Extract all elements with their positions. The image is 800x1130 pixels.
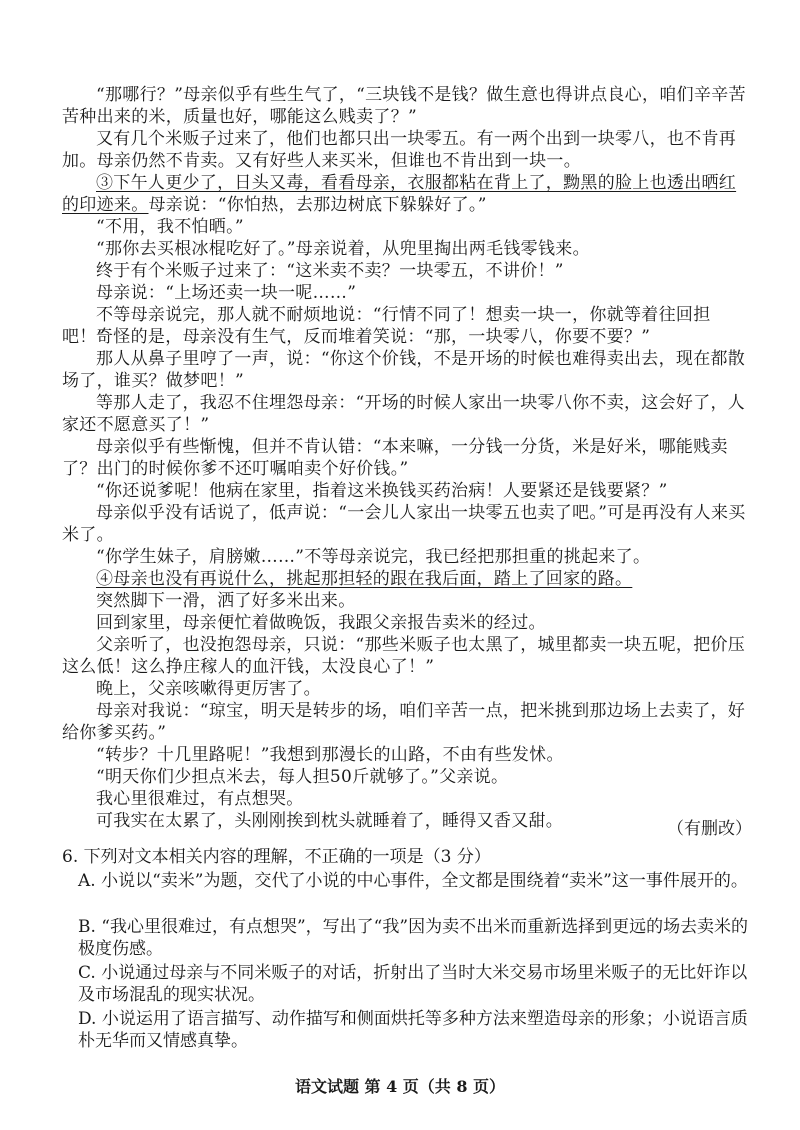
paragraph-8: 不等母亲说完，那人就不耐烦地说：“行情不同了！想卖一块一，你就等着往回担吧！” bbox=[62, 305, 711, 347]
paragraph-23: “明天你们少担点米去，每人担50斤就够了。”父亲说。 bbox=[96, 767, 509, 787]
paragraph-20: 晚上，父亲咳嗽得更厉害了。 bbox=[96, 679, 321, 699]
paragraph-7: 母亲说：“上场还卖一块一呢……” bbox=[96, 283, 357, 303]
paragraph-3 bbox=[62, 172, 752, 216]
page-footer: 语文试题 第 4 页（共 8 页） bbox=[294, 1077, 506, 1096]
paragraph-19: 父亲听了，也没抱怨母亲，只说：“那些米贩子也太黑了，城里都卖一块五呢，把价压这么低！这么挣庄稼人的血汗钱，太没良心了！” bbox=[62, 635, 746, 677]
paragraph-12: 母亲似乎有些惭愧，但并不肯认错：“本来嘛，一分钱一分货，米是好米，哪能贱卖了？出门的时候你爹不还叮嘱咱卖个好价钱。” bbox=[62, 437, 728, 479]
abridged-note: （有删改） bbox=[667, 819, 752, 839]
paragraph-5: “那你去买根冰棍吃好了。”母亲说着，从兜里掏出两毛钱零钱来。 bbox=[96, 239, 590, 259]
underlined-sentence-4: ④母亲也没有再说什么，挑起那担轻的跟在我后面，踏上了回家的路。 bbox=[96, 569, 633, 589]
paragraph-10: 那人从鼻子里哼了一声，说：“你这个价钱，不是开场的时候也难得卖出去，现在都散场了，谁买？做梦吧！” bbox=[62, 349, 746, 391]
question-stem: 6. 下列对文本相关内容的理解，不正确的一项是（3 分） bbox=[62, 847, 491, 867]
underlined-sentence-3: ③下午人更少了，日头又毒，看看母亲，衣服都粘在背上了，黝黑的脸上也透出晒红的印迹来。 bbox=[62, 173, 737, 215]
paragraph-16 bbox=[62, 568, 752, 590]
paragraph-22: “转步？十几里路呢！”我想到那漫长的山路，不由有些发怵。 bbox=[96, 745, 564, 765]
option-d: D. 小说运用了语言描写、动作描写和侧面烘托等多种方法来塑造母亲的形象；小说语言质朴无华而又情感真挚。 bbox=[78, 1009, 748, 1051]
paragraph-15: “你学生妹子，肩膀嫩……”不等母亲说完，我已经把那担重的挑起来了。 bbox=[96, 547, 651, 567]
paragraph-24: 我心里很难过，有点想哭。 bbox=[96, 789, 304, 809]
paragraph-2: 又有几个米贩子过来了，他们也都只出一块零五。有一两个出到一块零八，也不肯再加。母亲仍然不肯卖。又有好些人来买米，但谁也不肯出到一块一。 bbox=[62, 129, 737, 171]
paragraph-25: 可我实在太累了，头刚刚挨到枕头就睡着了，睡得又香又甜。 bbox=[96, 811, 564, 831]
paragraph-3-tail: 母亲说：“你怕热，去那边树底下躲躲好了。” bbox=[148, 195, 487, 215]
paragraph-13: “你还说爹呢！他病在家里，指着这米换钱买药治病！人要紧还是钱要紧？” bbox=[96, 481, 668, 501]
paragraph-9: 奇怪的是，母亲没有生气，反而堆着笑说：“那，一块零八，你要不要？” bbox=[96, 327, 651, 347]
paragraph-14: 母亲似乎没有话说了，低声说：“一会儿人家出一块零五也卖了吧。”可是再没有人来买米了。 bbox=[62, 503, 746, 545]
paragraph-11: 等那人走了，我忍不住埋怨母亲：“开场的时候人家出一块零八你不卖，这会好了，人家还不愿意买了！” bbox=[62, 393, 746, 435]
paragraph-4: “不用，我不怕晒。” bbox=[96, 217, 244, 237]
option-a: A. 小说以“卖米”为题，交代了小说的中心事件，全文都是围绕着“卖米”这一事件展开的。 bbox=[78, 871, 748, 891]
paragraph-18: 回到家里，母亲便忙着做晚饭，我跟父亲报告卖米的经过。 bbox=[96, 613, 546, 633]
paragraph-17: 突然脚下一滑，洒了好多米出来。 bbox=[96, 591, 356, 611]
option-c: C. 小说通过母亲与不同米贩子的对话，折射出了当时大米交易市场里米贩子的无比奸诈以及市场混乱的现实状况。 bbox=[78, 963, 748, 1005]
paragraph-6: 终于有个米贩子过来了：“这米卖不卖？一块零五，不讲价！” bbox=[96, 261, 564, 281]
option-b: B. “我心里很难过，有点想哭”，写出了“我”因为卖不出米而重新选择到更远的场去卖米的极度伤感。 bbox=[78, 917, 749, 959]
paragraph-1: “那哪行？”母亲似乎有些生气了，“三块钱不是钱？做生意也得讲点良心，咱们辛辛苦苦种出来的米，质量也好，哪能这么贱卖了？” bbox=[62, 85, 746, 127]
paragraph-21: 母亲对我说：“琼宝，明天是转步的场，咱们辛苦一点，把米挑到那边场上去卖了，好给你爹买药。” bbox=[62, 701, 746, 743]
